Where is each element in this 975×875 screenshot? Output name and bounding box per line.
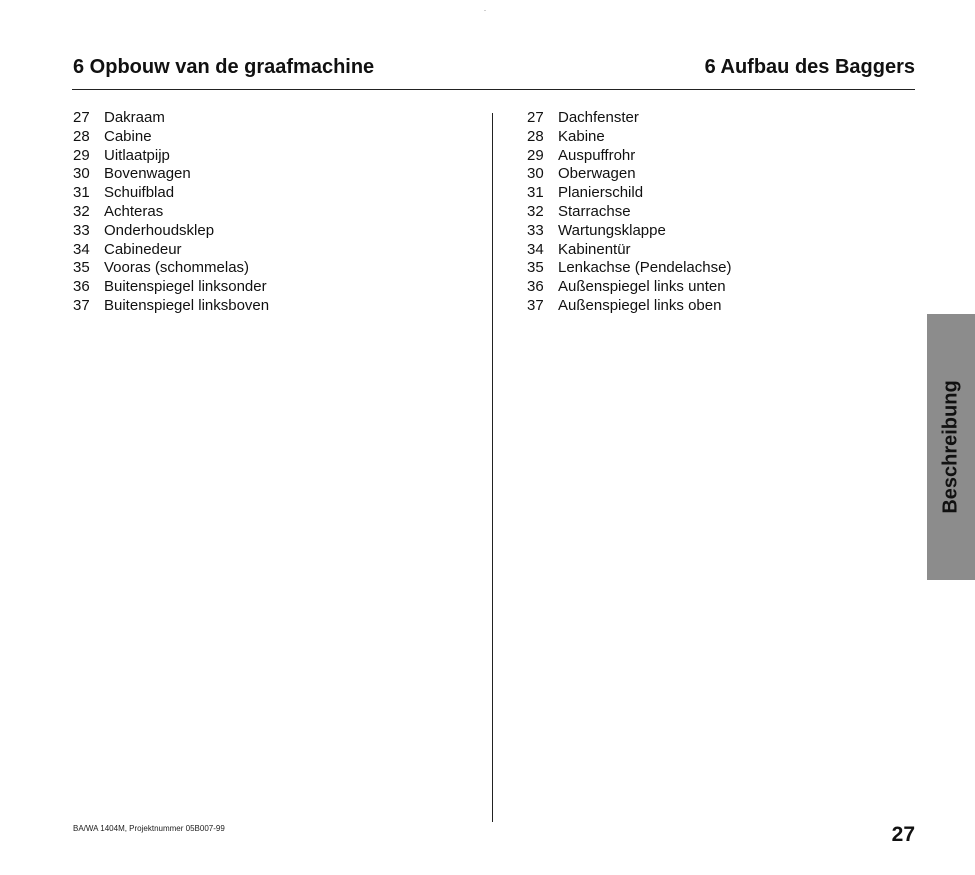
item-label: Buitenspiegel linksboven	[104, 296, 270, 314]
item-label: Schuifblad	[104, 184, 175, 202]
item-number: 29	[527, 146, 544, 164]
list-item	[73, 222, 269, 241]
list-item	[527, 278, 731, 297]
page-number: 27	[891, 823, 915, 846]
column-divider	[492, 113, 493, 822]
item-label: Vooras (schommelas)	[104, 259, 250, 277]
item-label: Oberwagen	[558, 165, 636, 183]
item-number: 34	[73, 240, 90, 258]
list-item	[73, 147, 269, 166]
list-item	[527, 147, 731, 166]
parts-list-dutch	[73, 109, 269, 316]
item-number: 27	[527, 109, 544, 126]
list-item	[73, 259, 269, 278]
list-item	[527, 203, 731, 222]
item-label: Außenspiegel links oben	[558, 296, 722, 314]
item-number: 37	[73, 296, 90, 314]
list-item	[73, 297, 269, 316]
item-label: Wartungsklappe	[558, 221, 666, 239]
item-number: 36	[527, 278, 544, 296]
item-label: Dachfenster	[558, 109, 639, 126]
item-number: 31	[73, 184, 90, 202]
parts-list-german	[527, 109, 731, 316]
item-number: 37	[527, 296, 544, 314]
item-number: 35	[527, 259, 544, 277]
item-label: Kabinentür	[558, 240, 631, 258]
item-label: Dakraam	[104, 109, 165, 126]
list-item	[73, 184, 269, 203]
item-number: 28	[527, 127, 544, 145]
item-label: Uitlaatpijp	[104, 146, 170, 164]
list-item	[527, 222, 731, 241]
item-label: Außenspiegel links unten	[558, 278, 726, 296]
list-item	[73, 203, 269, 222]
item-number: 36	[73, 278, 90, 296]
item-label: Cabinedeur	[104, 240, 182, 258]
list-item	[73, 241, 269, 260]
list-item	[527, 259, 731, 278]
section-title-dutch: 6 Opbouw van de graafmachine	[73, 56, 375, 78]
item-label: Lenkachse (Pendelachse)	[558, 259, 732, 277]
side-tab	[927, 314, 975, 580]
item-number: 27	[73, 109, 90, 126]
item-number: 30	[73, 165, 90, 183]
item-number: 33	[527, 221, 544, 239]
item-number: 35	[73, 259, 90, 277]
footer-note: BA/WA 1404M, Projektnummer 05B007-99	[73, 824, 225, 833]
item-label: Achteras	[104, 202, 164, 220]
list-item	[73, 165, 269, 184]
list-item	[73, 278, 269, 297]
item-number: 34	[527, 240, 544, 258]
item-label: Kabine	[558, 127, 605, 145]
list-item	[527, 297, 731, 316]
section-title-german: 6 Aufbau des Baggers	[704, 56, 915, 78]
item-label: Cabine	[104, 127, 152, 145]
item-number: 31	[527, 184, 544, 202]
list-item	[527, 128, 731, 147]
item-label: Buitenspiegel linksonder	[104, 278, 267, 296]
item-number: 32	[527, 202, 544, 220]
item-label: Bovenwagen	[104, 165, 191, 183]
scan-artifact	[484, 10, 486, 11]
item-number: 30	[527, 165, 544, 183]
list-item	[527, 165, 731, 184]
side-tab-label: Beschreibung	[939, 380, 962, 514]
list-item	[527, 241, 731, 260]
item-number: 32	[73, 202, 90, 220]
item-label: Starrachse	[558, 202, 631, 220]
item-number: 28	[73, 127, 90, 145]
list-item	[527, 184, 731, 203]
header-rule	[72, 89, 915, 90]
item-label: Auspuffrohr	[558, 146, 636, 164]
item-label: Planierschild	[558, 184, 644, 202]
list-item	[73, 109, 269, 128]
item-label: Onderhoudsklep	[104, 221, 215, 239]
list-item	[527, 109, 731, 128]
list-item	[73, 128, 269, 147]
item-number: 29	[73, 146, 90, 164]
item-number: 33	[73, 221, 90, 239]
